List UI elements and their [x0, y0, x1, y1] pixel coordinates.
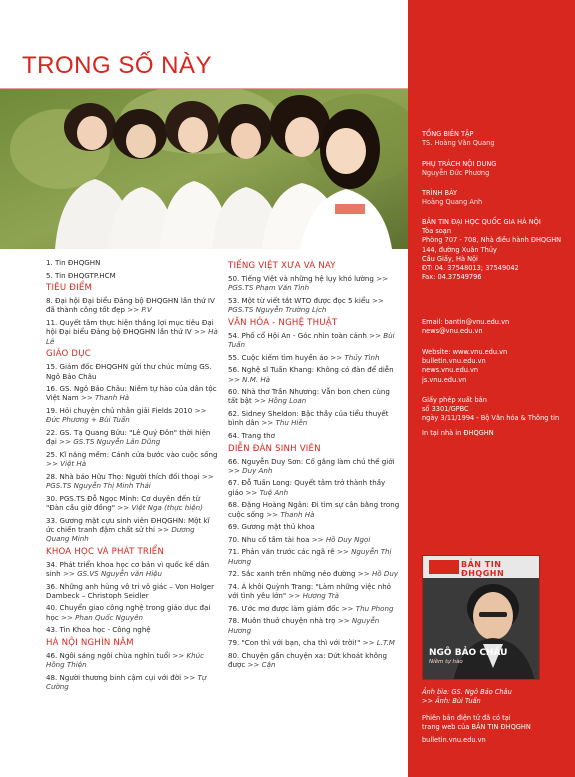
online-link[interactable]: bulletin.vnu.edu.vn — [422, 736, 486, 745]
cover-masthead — [423, 556, 539, 578]
toc-entry-title: 22. GS. Tạ Quang Bửu: "Lê Quý Đôn" thời hiện đại — [46, 427, 211, 447]
toc-column-right — [228, 258, 400, 673]
toc-entry-byline: >> Hà Lê — [46, 327, 218, 346]
toc-section-heading: GIÁO DỤC — [46, 349, 91, 360]
toc-entry[interactable] — [46, 472, 218, 491]
masthead-name: Nguyễn Đức Phương — [422, 169, 490, 178]
students-photo-illustration — [0, 89, 408, 249]
office-line: 144, đường Xuân Thủy — [422, 245, 497, 254]
toc-entry-byline: >> GS.TS Nguyễn Lân Dũng — [59, 437, 161, 447]
toc-entry-byline: >> N.M. Hà — [228, 374, 271, 384]
toc-entry-title: 43. Tin Khoa học - Công nghệ — [46, 625, 151, 635]
toc-entry[interactable] — [228, 569, 400, 578]
toc-entry-title: 5. Tin ĐHQGTP.HCM — [46, 270, 116, 280]
toc-entry[interactable] — [46, 362, 218, 381]
toc-entry-title: 74. Á khôi Quỳnh Trang: "Làm những việc nhỏ với tình yêu lớn" — [228, 581, 392, 601]
toc-entry-byline: >> Tuệ Anh — [245, 487, 289, 497]
toc-entry-byline: >> Khúc Hồng Thiện — [46, 650, 205, 670]
toc-entry-byline: >> GS.VS Nguyễn văn Hiệu — [62, 568, 163, 578]
toc-section-heading: DIỄN ĐÀN SINH VIÊN — [228, 443, 321, 454]
toc-entry[interactable] — [228, 582, 400, 601]
toc-entry[interactable] — [46, 296, 218, 315]
toc-entry[interactable] — [228, 457, 400, 476]
toc-entry[interactable] — [228, 478, 400, 497]
toc-entry-title: 79. "Con thì với bạn, cha thì với trời!" — [228, 638, 361, 648]
toc-entry[interactable] — [46, 516, 218, 544]
website-link[interactable]: news.vnu.edu.vn — [422, 366, 479, 375]
toc-entry-title: 30. PGS.TS Đỗ Ngọc Minh: Cơ duyên đến từ "Đàn cầu giờ đồng" — [46, 493, 201, 512]
cover-caption — [422, 688, 512, 706]
email-link[interactable]: news@vnu.edu.vn — [422, 327, 483, 336]
toc-entry-byline: >> Duy Anh — [228, 465, 273, 475]
toc-entry-title: 11. Quyết tâm thực hiện thắng lợi mục tiêu Đại hội Đại biểu Đảng bộ ĐHQGHN lần thứ IV — [46, 318, 214, 337]
toc-entry-title: 60. Nhà thơ Trần Nhương: Vẫn bon chen cùng tất bật — [228, 387, 390, 406]
toc-entry[interactable] — [228, 365, 400, 384]
toc-entry-byline: >> Việt Nga (thực hiện) — [117, 502, 203, 512]
toc-entry[interactable] — [228, 522, 400, 531]
toc-entry-byline: >> Thanh Hà — [266, 509, 315, 519]
toc-entry[interactable] — [46, 625, 218, 634]
toc-entry[interactable] — [228, 547, 400, 566]
toc-entry-title: 67. Đỗ Tuấn Long: Quyết tâm trở thành thầy giáo — [228, 478, 386, 497]
toc-entry-byline: >> P.V — [127, 305, 152, 315]
masthead-role: TRÌNH BÀY — [422, 189, 458, 197]
toc-entry-title: 72. Sắc xanh trên những nẻo đường — [228, 569, 356, 579]
toc-entry[interactable] — [228, 331, 400, 350]
toc-entry[interactable] — [228, 409, 400, 428]
toc-entry-title: 48. Người thương binh cậm cụi với đời — [46, 672, 182, 682]
toc-entry[interactable] — [228, 616, 400, 635]
toc-entry[interactable] — [46, 271, 218, 280]
toc-entry[interactable] — [46, 428, 218, 447]
toc-entry[interactable] — [46, 258, 218, 267]
toc-entry-title: 54. Phố cổ Hội An - Góc nhìn toàn cảnh — [228, 330, 367, 340]
toc-entry-title: 66. Nguyễn Duy Sơn: Cố gắng làm chủ thế giới — [228, 456, 395, 466]
toc-entry[interactable] — [46, 582, 218, 601]
toc-entry-title: 62. Sidney Sheldon: Bậc thầy của tiểu thuyết bình dân — [228, 409, 389, 428]
toc-entry-title: 64. Trang thơ — [228, 430, 275, 440]
toc-section-heading: HÀ NỘI NGHÌN NĂM — [46, 637, 134, 648]
toc-section-heading: VĂN HÓA - NGHỆ THUẬT — [228, 317, 338, 328]
toc-entry-title: 46. Ngôi sáng ngôi chùa nghìn tuổi — [46, 650, 171, 660]
toc-entry-title: 33. Gương mặt cựu sinh viên ĐHQGHN: Một kĩ ức chiến tranh đậm chất sử thi — [46, 515, 210, 534]
toc-entry-title: 69. Gương mặt thủ khoa — [228, 522, 315, 532]
toc-entry[interactable] — [228, 604, 400, 613]
masthead-editor — [422, 130, 495, 148]
toc-entry[interactable] — [46, 450, 218, 469]
license-block — [422, 396, 567, 438]
toc-entry-title: 80. Chuyện gần chuyện xa: Dứt khoát không được — [228, 650, 388, 670]
toc-section-heading: TIẾNG VIỆT XƯA VÀ NAY — [228, 261, 336, 271]
license-line: ngày 3/11/1994 - Bộ Văn hóa & Thông tin — [422, 414, 560, 423]
cover-logo-icon — [429, 560, 459, 574]
office-line: ĐT: 04. 37548013; 37549042 — [422, 264, 519, 273]
online-line: Phiên bản điện tử đã có tại — [422, 714, 511, 722]
license-line: số 3301/GPBC — [422, 405, 469, 414]
toc-entry-byline: >> Thu Hiền — [261, 418, 308, 428]
toc-entry[interactable] — [46, 494, 218, 513]
toc-entry-title: 1. Tin ĐHQGHN — [46, 258, 101, 267]
info-sidebar — [408, 0, 575, 777]
online-note — [422, 714, 567, 746]
toc-entry-byline: >> Nguyễn Hương — [228, 616, 380, 635]
toc-entry-title: 71. Phản văn trước các ngã rẽ — [228, 547, 335, 557]
masthead-name: Hoàng Quang Anh — [422, 198, 483, 207]
caption-line: Ảnh bìa: GS. Ngô Bảo Châu — [422, 688, 512, 696]
website-block — [422, 348, 567, 385]
toc-entry-title: 16. GS. Ngô Bảo Châu: Niềm tự hào của dân tộc Việt Nam — [46, 384, 217, 403]
cover-subtitle: Niềm tự hào — [429, 659, 463, 665]
toc-entry[interactable] — [46, 318, 218, 346]
caption-line: >> Ảnh: Bùi Tuấn — [422, 697, 481, 706]
toc-entry-title: 28. Nhà báo Hữu Thọ: Người thích đối thoại — [46, 471, 200, 481]
masthead-role: PHỤ TRÁCH NỘI DUNG — [422, 160, 497, 168]
toc-entry[interactable] — [228, 431, 400, 440]
printer-line: In tại nhà in ĐHQGHN — [422, 428, 494, 437]
masthead-design — [422, 189, 482, 207]
toc-entry-byline: >> Dương Quang Minh — [46, 524, 195, 544]
toc-section-heading: TIÊU ĐIỂM — [46, 283, 93, 294]
toc-entry-byline: >> Nguyễn Thị Hương — [228, 547, 392, 566]
header-band — [0, 0, 408, 40]
toc-entry-byline: >> Cận — [247, 660, 276, 670]
toc-entry-byline: >> Hương Trà — [288, 591, 340, 601]
toc-entry[interactable] — [228, 387, 400, 406]
toc-section-heading: KHOA HỌC VÀ PHÁT TRIỂN — [46, 546, 165, 557]
cover-masthead-text: BẢN TIN ĐHQGHN — [461, 560, 505, 578]
office-line: Fax: 04.37549796 — [422, 273, 482, 282]
toc-entry-byline: >> Thu Phong — [341, 603, 394, 613]
toc-entry-title: 68. Đặng Hoàng Ngân: Đi tìm sự cân bằng trong cuộc sống — [228, 500, 400, 519]
toc-entry-byline: >> Đức Phương + Bùi Tuấn — [46, 406, 207, 425]
toc-entry-byline: >> Bùi Tuấn — [228, 330, 395, 350]
toc-entry-byline: >> PGS.TS Nguyễn Trường Lịch — [228, 295, 384, 315]
toc-entry-title: 36. Những anh hùng vô tri vô giác – Von Holger Dambeck – Christoph Seidler — [46, 581, 215, 600]
online-line: trang web của BẢN TIN ĐHQGHN — [422, 723, 531, 732]
masthead-content — [422, 160, 496, 178]
toc-entry[interactable] — [228, 500, 400, 519]
toc-entry-byline: >> Phan Quốc Nguyên — [61, 612, 143, 622]
toc-entry-byline: >> L.T.M — [362, 638, 395, 648]
toc-entry[interactable] — [228, 638, 400, 647]
toc-entry-title: 76. Ước mơ được làm giám đốc — [228, 603, 340, 613]
license-line: Giấy phép xuất bản — [422, 396, 487, 404]
toc-entry[interactable] — [228, 353, 400, 362]
toc-entry-byline: >> Hồ Duy — [357, 569, 399, 579]
masthead-role: TỔNG BIÊN TẬP — [422, 130, 474, 138]
toc-entry[interactable] — [46, 384, 218, 403]
office-line: Cầu Giấy, Hà Nội — [422, 254, 478, 263]
website-link[interactable]: js.vnu.edu.vn — [422, 375, 467, 384]
office-line: Tòa soạn — [422, 227, 452, 236]
toc-entry-title: 15. Giám đốc ĐHQGHN gửi thư chúc mừng GS. Ngô Bảo Châu — [46, 362, 212, 381]
toc-entry-title: 70. Nhu cố tầm tài hoa — [228, 534, 310, 544]
toc-entry[interactable] — [46, 406, 218, 425]
toc-entry[interactable] — [228, 296, 400, 315]
cover-thumbnail[interactable] — [422, 555, 540, 680]
toc-entry-byline: >> Thủy Tình — [330, 352, 380, 362]
toc-entry-byline: >> Hồ Duy Ngọi — [311, 534, 371, 544]
toc-entry-title: 40. Chuyển giao công nghệ trong giáo dục đại học — [46, 603, 211, 622]
toc-entry-byline: >> Tự Cường — [46, 672, 207, 692]
office-address — [422, 218, 567, 282]
toc-column-left — [46, 258, 218, 695]
toc-entry-title: 78. Muôn thuở chuyện nhà trọ — [228, 616, 336, 626]
toc-entry-byline: >> Việt Hà — [46, 459, 87, 469]
toc-entry-byline: >> Hồng Loan — [254, 396, 307, 406]
email-block — [422, 318, 567, 336]
toc-entry[interactable] — [46, 560, 218, 579]
toc-entry-title: 25. Kĩ năng mềm: Cánh cửa bước vào cuộc sống — [46, 449, 218, 459]
toc-entry[interactable] — [46, 651, 218, 670]
email-link[interactable]: Email: bantin@vnu.edu.vn — [422, 318, 510, 326]
office-line: Phòng 707 - 708, Nhà điều hành ĐHQGHN — [422, 236, 562, 245]
toc-entry[interactable] — [228, 651, 400, 670]
toc-entry-title: 55. Cuộc kiếm tìm huyền áo — [228, 352, 328, 362]
website-link[interactable]: Website: www.vnu.edu.vn — [422, 348, 508, 356]
page-title: TRONG SỐ NÀY — [22, 52, 213, 79]
toc-entry[interactable] — [228, 274, 400, 293]
website-link[interactable]: bulletin.vnu.edu.vn — [422, 357, 486, 366]
toc-entry-title: 56. Nghệ sĩ Tuấn Khang: Không có đàn để diễn — [228, 365, 394, 375]
masthead-name: TS. Hoàng Văn Quang — [422, 139, 495, 148]
toc-entry-byline: >> PGS.TS Nguyễn Thị Minh Thái — [46, 471, 214, 491]
toc-entry[interactable] — [46, 673, 218, 692]
toc-entry-title: 50. Tiếng Việt và những hệ lụy khó lường — [228, 274, 374, 283]
toc-entry[interactable] — [46, 603, 218, 622]
cover-photo-students — [0, 89, 408, 249]
toc-entry-byline: >> Thanh Hà — [80, 393, 130, 403]
toc-entry-title: 53. Một từ viết tắt WTO được đọc 5 kiểu — [228, 295, 370, 305]
toc-entry[interactable] — [228, 535, 400, 544]
toc-entry-title: 34. Phát triển khoa học cơ bản vì quốc kế dân sinh — [46, 559, 210, 578]
cover-name: NGÔ BẢO CHÂU — [429, 648, 508, 658]
toc-entry-title: 8. Đại hội Đại biểu Đảng bộ ĐHQGHN lần thứ IV đã thành công tốt đẹp — [46, 296, 215, 315]
toc-entry-byline: >> PGS.TS Phạm Văn Tình — [228, 274, 389, 293]
office-heading: BẢN TIN ĐẠI HỌC QUỐC GIA HÀ NỘI — [422, 218, 541, 226]
toc-entry-title: 19. Hỏi chuyện chủ nhân giải Fields 2010 — [46, 406, 193, 416]
